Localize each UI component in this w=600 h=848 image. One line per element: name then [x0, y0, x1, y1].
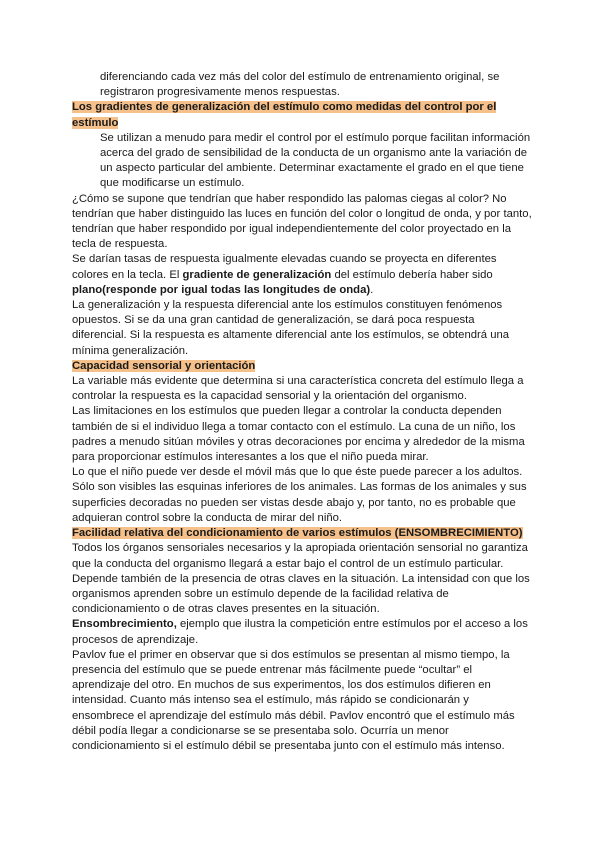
document-page	[72, 70, 532, 754]
paragraph: Pavlov fue el primer en observar que si dos estímulos se presentan al mismo tiempo, la presencia del estímulo que se puede entrenar más fácilmente puede “ocultar” el aprendizaje del otro. En muchos de sus experimentos, los dos estímulos difieren en intensidad. Cuanto más intenso sea el estímulo, más rápido se condicionarán y ensombrece el aprendizaje del estímulo más débil. Pavlov encontró que el estímulo más débil podía llegar a condicionarse se se presentaba solo. Ocurría un menor condicionamiento si el estímulo débil se presentaba junto con el estímulo más intenso.	[72, 648, 515, 752]
text-run: .	[370, 283, 374, 296]
bold-term: plano(responde por igual todas las longitudes de onda)	[72, 283, 371, 296]
paragraph: Las limitaciones en los estímulos que pueden llegar a controlar la conducta dependen también de si el individuo llega a tomar contacto con el estímulo. La cuna de un niño, los padres a menudo sitúan móviles y otras decoraciones por encima y alrededor de la misma para proporcionar estímulos interesantes a los que el niño pueda mirar.	[72, 405, 525, 464]
paragraph	[72, 252, 532, 298]
text-run: del estímulo debería haber sido	[331, 268, 493, 281]
bold-term: gradiente de generalización	[182, 268, 332, 281]
text-run: Se darían tasas de respuesta igualmente elevadas cuando se proyecta en diferentes colores en la tecla. El	[72, 253, 497, 281]
bold-term: Ensombrecimiento,	[72, 618, 177, 631]
paragraph: Lo que el niño puede ver desde el móvil más que lo que éste puede parecer a los adultos. Sólo son visibles las esquinas inferiores de los animales. Las formas de los animales y sus superficies decoradas no pueden ser vistas desde abajo y, por tanto, no es probable que adquieran control sobre la conducta de mirar del niño.	[72, 466, 527, 524]
paragraph: Se utilizan a menudo para medir el control por el estímulo porque facilitan información acerca del grado de sensibilidad de la conducta de un organismo ante la variación de un aspecto particular del ambiente. Determinar exactamente el grado en el que tiene que modificarse un estímulo.	[100, 131, 531, 190]
continuation-paragraph: diferenciando cada vez más del color del estímulo de entrenamiento original, se registraron progresivamente menos respuestas.	[100, 71, 500, 99]
section-heading-overshadowing	[72, 526, 532, 541]
highlighted-heading-text: Los gradientes de generalización del estímulo como medidas del control por el estímulo	[72, 101, 497, 129]
paragraph: La variable más evidente que determina si una característica concreta del estímulo llega a controlar la respuesta es la capacidad sensorial y la orientación del organismo.	[72, 375, 524, 403]
highlighted-heading-text: Capacidad sensorial y orientación	[72, 359, 256, 372]
paragraph: Depende también de la presencia de otras claves en la situación. La intensidad con que los organismos aprenden sobre un estímulo depende de la facilidad relativa de condicionamiento o de otras claves presentes en la situación.	[72, 572, 530, 616]
paragraph	[72, 617, 532, 647]
paragraph: Todos los órganos sensoriales necesarios y la apropiada orientación sensorial no garantiza que la conducta del organismo llegará a estar bajo el control de un estímulo particular.	[72, 542, 528, 570]
paragraph: ¿Cómo se supone que tendrían que haber respondido las palomas ciegas al color? No tendrían que haber distinguido las luces en función del color o longitud de onda, y por tanto, tendrían que haber respondido por igual independientemente del color proyectado en la tecla de respuesta.	[72, 192, 532, 251]
text-run: ejemplo que ilustra la competición entre estímulos por el acceso a los procesos de aprendizaje.	[72, 618, 528, 646]
section-heading-sensory	[72, 359, 532, 374]
section-heading-gradients	[72, 100, 532, 130]
paragraph: La generalización y la respuesta diferencial ante los estímulos constituyen fenómenos opuestos. Si se da una gran cantidad de generalización, se dará poca respuesta diferencial. Si la respuesta es altamente diferencial ante los estímulos, se obtendrá una mínima generalización.	[72, 299, 510, 357]
highlighted-heading-text: Facilidad relativa del condicionamiento de varios estímulos (ENSOMBRECIMIENTO)	[72, 527, 523, 540]
